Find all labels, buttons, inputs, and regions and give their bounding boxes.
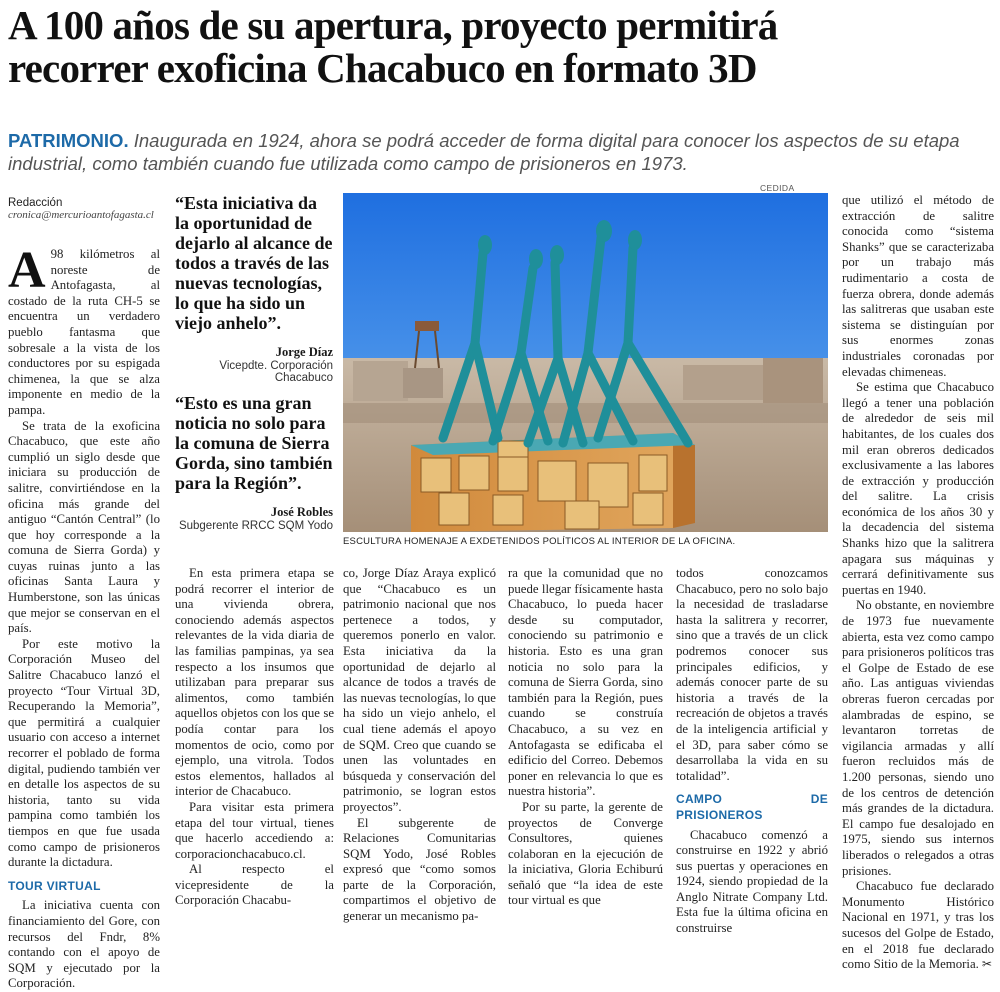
sculpture-photo bbox=[343, 193, 828, 532]
paragraph: Chacabuco comenzó a construirse en 1922 y abrió sus puertas y operaciones en 1924, siendo propiedad de la Anglo Nitrate Company Ltd. Esta fue la última oficina en construirse bbox=[676, 827, 828, 936]
dropcap: A bbox=[8, 242, 46, 299]
paragraph: Por este motivo la Corporación Museo del Salitre Chacabuco lanzó el proyecto “Tour Virtual 3D, Recuperando la Memoria”, que permitirá a cualquier usuario con acceso a internet recorrer el poblado de forma digital, pudiendo también ver en detalle los aspectos de su historia, tanto su vida pampina como también los tiempos en que fue usada como campo de prisioneros durante la dictadura. bbox=[8, 636, 160, 870]
column-2 bbox=[175, 566, 334, 909]
photo-credit: CEDIDA bbox=[760, 183, 795, 193]
column-1 bbox=[8, 197, 160, 992]
paragraph: todos conozcamos Chacabuco, pero no solo bajo la necesidad de trasladarse hasta la salitrera y recorrer, sino que a través de un click podremos conocer sus principales edificios, y además conocer parte de su historia a través de la recreación de objetos a través de la inteligencia artificial y el 3D, para saber cómo se desarrollaba la vida en su totalidad”. bbox=[676, 566, 828, 783]
quote-author: Jorge Díaz bbox=[275, 345, 333, 359]
paragraph: co, Jorge Díaz Araya explicó que “Chacabuco es un patrimonio nacional que nos pertenece a todos, y queremos ponerlo en valor. Esta iniciativa da la oportunidad de dejarlo al alcance de todos a través de las nuevas tecnologías, lo que ha sido un viejo anhelo, el cual tiene además el apoyo de SQM. Creo que cuando se unen las voluntades en búsqueda y conservación del patrimonio, se logran estos proyectos”. bbox=[343, 566, 496, 814]
headline-line-1: A 100 años de su apertura, proyecto permitirá bbox=[8, 2, 778, 48]
paragraph: El subgerente de Relaciones Comunitarias SQM Yodo, José Robles expresó que “como somos parte de la Corporación, compartimos el objetivo de generar un mecanismo pa- bbox=[343, 815, 496, 924]
quote-text: “Esta iniciativa da la oportunidad de dejarlo al alcance de todos a través de las nuevas tecnologías, lo que ha sido un viejo anhelo”. bbox=[175, 193, 333, 333]
paragraph: No obstante, en noviembre de 1973 fue nuevamente abierta, esta vez como campo para prisioneros políticos tras el Golpe de Estado de ese año. Las antiguas viviendas obreras fueron cercadas por alambradas de espino, se levantaron torretas de vigilancia armadas y allí fueron recluidos más de 1.200 personas, siendo uno de los centros de detención más grandes de la dictadura. El campo fue desalojado en 1975, siendo sus internos liberados o relegados a otras prisiones. bbox=[842, 598, 994, 878]
column-4 bbox=[508, 566, 663, 909]
paragraph: En esta primera etapa se podrá recorrer el interior de una vivienda obrera, conociendo además aspectos relevantes de la vida diaria de las familias pampinas, ya sea respecto a los insumos que utilizaban para preparar sus alimentos, como también aquellos objetos con los que se podía contar para los momentos de ocio, como por ejemplo, una vitrola. Todos estos elementos, hallados al interior de Chacabuco. bbox=[175, 566, 334, 799]
quote-text: “Esto es una gran noticia no solo para la comuna de Sierra Gorda, sino también para la Región”. bbox=[175, 393, 333, 493]
subhead-tour-virtual: TOUR VIRTUAL bbox=[8, 878, 101, 893]
paragraph: ra que la comunidad que no puede llegar físicamente hasta Chacabuco, lo pueda hacer desde su computador, conociendo su patrimonio e historia. Esto es una gran noticia no solo para la comuna de Sierra Gorda, sino también para la Región, pues cuando se construía Chacabuco, a su vez en Antofagasta se edificaba el edificio del Correo. Debemos poner en relevancia lo que es nuestra historia”. bbox=[508, 566, 663, 799]
column-5 bbox=[676, 566, 828, 937]
quote-role: Vicepdte. Corporación Chacabuco bbox=[219, 360, 333, 384]
deck-text: Inaugurada en 1924, ahora se podrá acceder de forma digital para conocer los aspectos de su etapa industrial, como también cuando fue utilizada como campo de prisioneros en 1973. bbox=[8, 130, 960, 174]
column-6 bbox=[842, 193, 994, 973]
byline-email[interactable]: cronica@mercurioantofagasta.cl bbox=[8, 209, 154, 221]
deck bbox=[8, 129, 993, 175]
byline-author: Redacción bbox=[8, 197, 63, 209]
column-1-body bbox=[8, 242, 160, 992]
pull-quote-1 bbox=[175, 193, 333, 384]
sculpture-image bbox=[343, 193, 828, 532]
paragraph: 98 kilómetros al noreste de Antofagasta, al costado de la ruta CH-5 se encuentra un verdadero pueblo fantasma que sobresale a la vista de los conductores por su espigada chimenea, la que se alza imponente en medio de la pampa. bbox=[8, 247, 160, 417]
section-label: PATRIMONIO. bbox=[8, 130, 129, 151]
paragraph: La iniciativa cuenta con financiamiento del Gore, con recursos del Fndr, 8% contando con el apoyo de SQM y ejecutado por la Corporación. bbox=[8, 898, 160, 991]
paragraph: Para visitar esta primera etapa del tour virtual, tienes que hacerlo accediendo a: corporacionchacabuco.cl. bbox=[175, 799, 334, 861]
photo-caption: ESCULTURA HOMENAJE A EXDETENIDOS POLÍTICOS AL INTERIOR DE LA OFICINA. bbox=[343, 536, 736, 547]
end-mark-icon: ✂ bbox=[982, 957, 993, 972]
column-3 bbox=[343, 566, 496, 925]
quote-author: José Robles bbox=[270, 505, 333, 519]
paragraph-text: Chacabuco fue declarado Monumento Histórico Nacional en 1971, y tras los sucesos del Golpe de Estado, en el 2018 fue declarado como Sitio de la Memoria. bbox=[842, 879, 994, 972]
subhead-campo-prisioneros: CAMPO DE PRISIONEROS bbox=[676, 792, 828, 822]
paragraph: Se trata de la exoficina Chacabuco, que este año cumplió un siglo desde que iniciara su producción de salitre, convirtiéndose en la oficina más grande del antiguo “Cantón Central” (lo que hoy corresponde a la comuna de Sierra Gorda) y cuyas ruinas junto a las oficinas Santa Laura y Humberstone, son las únicas que mejor se conservan en el país. bbox=[8, 418, 160, 636]
headline bbox=[8, 4, 998, 90]
pull-quote-2 bbox=[175, 393, 333, 532]
paragraph: que utilizó el método de extracción de salitre conocida como “sistema Shanks” que se caracterizaba por un trabajo más rudimentario a costa de fuerza obrera, donde además las salitreras que usaban este sistema se distinguían por sus enormes zonas industriales coronadas por elevadas chimeneas. bbox=[842, 193, 994, 379]
paragraph: Por su parte, la gerente de proyectos de Converge Consultores, quienes colaboran en la ejecución de la iniciativa, Gloria Echiburú señaló que “la idea de este tour virtual es que bbox=[508, 799, 663, 908]
paragraph: Se estima que Chacabuco llegó a tener una población de alrededor de seis mil habitantes, de los cuales dos mil eran obreros dedicados exclusivamente a las labores de extracción y producción del salitre. La crisis económica de los años 30 y la decadencia del sistema Shanks hizo que la salitrera apagara sus máquinas y cerrará definitivamente sus puertas en 1940. bbox=[842, 380, 994, 597]
headline-line-2: recorrer exoficina Chacabuco en formato 3D bbox=[8, 45, 757, 91]
paragraph: Al respecto el vicepresidente de la Corporación Chacabu- bbox=[175, 862, 334, 908]
quote-role: Subgerente RRCC SQM Yodo bbox=[178, 520, 333, 532]
paragraph bbox=[842, 879, 994, 973]
